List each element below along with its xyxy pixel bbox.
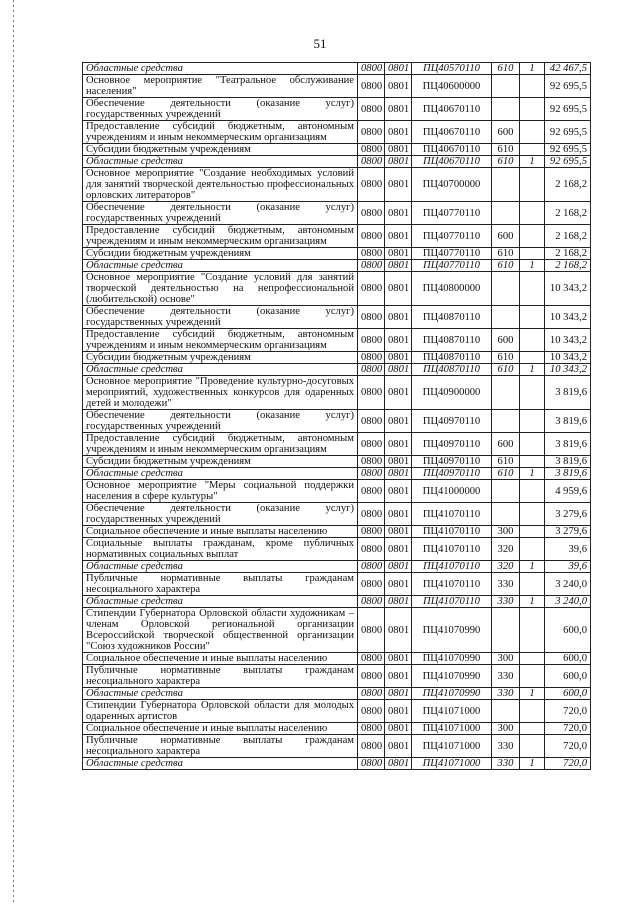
row-name: Областные средства [83,156,358,168]
table-row-regional-funds [83,156,591,168]
subsection-code: 0801 [385,306,412,329]
subsection-code: 0801 [385,202,412,225]
section-code: 0800 [358,503,385,526]
funding-source-code: 1 [520,596,545,608]
section-code: 0800 [358,456,385,468]
target-article-code: ПЦ40870110 [412,352,492,364]
target-article-code: ПЦ41070110 [412,596,492,608]
table-row [83,98,591,121]
target-article-code: ПЦ41071000 [412,700,492,723]
row-name: Публичные нормативные выплаты гражданам несоциального характера [83,665,358,688]
table-row [83,248,591,260]
target-article-code: ПЦ41070990 [412,688,492,700]
row-name: Предоставление субсидий бюджетным, автономным учреждениям и иным некоммерческим организациям [83,225,358,248]
expense-type-code [492,480,520,503]
amount: 2 168,2 [545,260,591,272]
expense-type-code: 600 [492,121,520,144]
subsection-code: 0801 [385,480,412,503]
section-code: 0800 [358,156,385,168]
funding-source-code [520,735,545,758]
target-article-code: ПЦ41070110 [412,573,492,596]
row-name: Основное мероприятие "Театральное обслуживание населения" [83,75,358,98]
subsection-code: 0801 [385,63,412,75]
funding-source-code [520,248,545,260]
amount: 3 819,6 [545,376,591,410]
expense-type-code: 600 [492,329,520,352]
row-name: Основное мероприятие "Создание необходимых условий для занятий творческой деятельностью профессиональных орловских литераторов" [83,168,358,202]
expense-type-code: 330 [492,758,520,770]
target-article-code: ПЦ40700000 [412,168,492,202]
section-code: 0800 [358,144,385,156]
expense-type-code: 610 [492,248,520,260]
row-name: Обеспечение деятельности (оказание услуг) государственных учреждений [83,306,358,329]
amount: 92 695,5 [545,75,591,98]
amount: 92 695,5 [545,98,591,121]
expense-type-code: 610 [492,364,520,376]
table-row [83,480,591,503]
subsection-code: 0801 [385,723,412,735]
amount: 3 240,0 [545,596,591,608]
expense-type-code: 610 [492,156,520,168]
table-row [83,665,591,688]
target-article-code: ПЦ40970110 [412,410,492,433]
target-article-code: ПЦ40870110 [412,306,492,329]
table-row [83,456,591,468]
expense-type-code: 330 [492,665,520,688]
subsection-code: 0801 [385,156,412,168]
table-row [83,144,591,156]
subsection-code: 0801 [385,329,412,352]
table-row [83,735,591,758]
amount: 92 695,5 [545,121,591,144]
target-article-code: ПЦ40770110 [412,202,492,225]
funding-source-code [520,272,545,306]
row-name: Обеспечение деятельности (оказание услуг) государственных учреждений [83,202,358,225]
table-row [83,272,591,306]
budget-table [82,62,591,770]
section-code: 0800 [358,260,385,272]
expense-type-code: 300 [492,653,520,665]
target-article-code: ПЦ40570110 [412,63,492,75]
table-row-regional-funds [83,758,591,770]
table-row-regional-funds [83,561,591,573]
funding-source-code: 1 [520,156,545,168]
table-row [83,225,591,248]
funding-source-code [520,700,545,723]
target-article-code: ПЦ41070990 [412,665,492,688]
target-article-code: ПЦ40670110 [412,98,492,121]
row-name: Областные средства [83,63,358,75]
table-row-regional-funds [83,63,591,75]
expense-type-code: 610 [492,468,520,480]
row-name: Обеспечение деятельности (оказание услуг) государственных учреждений [83,503,358,526]
table-row [83,352,591,364]
amount: 2 168,2 [545,202,591,225]
funding-source-code [520,573,545,596]
funding-source-code [520,306,545,329]
table-row-regional-funds [83,260,591,272]
amount: 10 343,2 [545,306,591,329]
row-name: Предоставление субсидий бюджетным, автономным учреждениям и иным некоммерческим организациям [83,329,358,352]
subsection-code: 0801 [385,456,412,468]
funding-source-code [520,538,545,561]
amount: 720,0 [545,723,591,735]
subsection-code: 0801 [385,700,412,723]
row-name: Стипендии Губернатора Орловской области художникам – членам Орловской региональной организации Всероссийской творческой общественной организации "Союз художников России" [83,608,358,653]
funding-source-code [520,98,545,121]
table-row [83,306,591,329]
subsection-code: 0801 [385,364,412,376]
subsection-code: 0801 [385,168,412,202]
expense-type-code [492,306,520,329]
table-row [83,700,591,723]
section-code: 0800 [358,480,385,503]
expense-type-code: 600 [492,225,520,248]
target-article-code: ПЦ40770110 [412,260,492,272]
expense-type-code: 610 [492,144,520,156]
funding-source-code [520,352,545,364]
page-number: 51 [313,36,327,51]
subsection-code: 0801 [385,376,412,410]
table-row [83,329,591,352]
row-name: Областные средства [83,596,358,608]
subsection-code: 0801 [385,503,412,526]
table-row [83,202,591,225]
row-name: Стипендии Губернатора Орловской области для молодых одаренных артистов [83,700,358,723]
target-article-code: ПЦ40870110 [412,364,492,376]
funding-source-code [520,653,545,665]
subsection-code: 0801 [385,596,412,608]
funding-source-code [520,608,545,653]
binding-edge-rule [13,0,14,905]
expense-type-code: 610 [492,456,520,468]
amount: 3 819,6 [545,410,591,433]
target-article-code: ПЦ40970110 [412,468,492,480]
expense-type-code [492,202,520,225]
amount: 39,6 [545,561,591,573]
target-article-code: ПЦ41070110 [412,526,492,538]
row-name: Публичные нормативные выплаты гражданам несоциального характера [83,573,358,596]
expense-type-code: 300 [492,723,520,735]
table-row [83,526,591,538]
section-code: 0800 [358,272,385,306]
subsection-code: 0801 [385,526,412,538]
expense-type-code: 610 [492,63,520,75]
amount: 3 819,6 [545,456,591,468]
funding-source-code: 1 [520,561,545,573]
amount: 10 343,2 [545,352,591,364]
amount: 720,0 [545,700,591,723]
funding-source-code [520,526,545,538]
amount: 10 343,2 [545,329,591,352]
funding-source-code [520,723,545,735]
row-name: Областные средства [83,561,358,573]
expense-type-code: 320 [492,561,520,573]
row-name: Обеспечение деятельности (оказание услуг) государственных учреждений [83,98,358,121]
expense-type-code [492,272,520,306]
target-article-code: ПЦ41071000 [412,723,492,735]
subsection-code: 0801 [385,561,412,573]
funding-source-code: 1 [520,364,545,376]
subsection-code: 0801 [385,260,412,272]
expense-type-code [492,503,520,526]
amount: 42 467,5 [545,63,591,75]
funding-source-code: 1 [520,63,545,75]
subsection-code: 0801 [385,665,412,688]
table-row-regional-funds [83,596,591,608]
funding-source-code [520,168,545,202]
row-name: Социальное обеспечение и иные выплаты населению [83,653,358,665]
table-row [83,723,591,735]
target-article-code: ПЦ40600000 [412,75,492,98]
expense-type-code: 300 [492,526,520,538]
expense-type-code [492,700,520,723]
target-article-code: ПЦ40970110 [412,433,492,456]
table-row [83,75,591,98]
target-article-code: ПЦ40970110 [412,456,492,468]
section-code: 0800 [358,121,385,144]
target-article-code: ПЦ41070110 [412,503,492,526]
row-name: Социальное обеспечение и иные выплаты населению [83,526,358,538]
expense-type-code [492,608,520,653]
table-row [83,168,591,202]
section-code: 0800 [358,225,385,248]
target-article-code: ПЦ41070990 [412,608,492,653]
table-row [83,503,591,526]
row-name: Предоставление субсидий бюджетным, автономным учреждениям и иным некоммерческим организациям [83,433,358,456]
table-row [83,121,591,144]
amount: 600,0 [545,688,591,700]
row-name: Субсидии бюджетным учреждениям [83,144,358,156]
section-code: 0800 [358,364,385,376]
section-code: 0800 [358,202,385,225]
subsection-code: 0801 [385,653,412,665]
expense-type-code [492,376,520,410]
target-article-code: ПЦ40670110 [412,121,492,144]
expense-type-code: 330 [492,735,520,758]
subsection-code: 0801 [385,248,412,260]
subsection-code: 0801 [385,121,412,144]
section-code: 0800 [358,433,385,456]
subsection-code: 0801 [385,468,412,480]
row-name: Основное мероприятие "Проведение культурно-досуговых мероприятий, художественных конкурсов для одаренных детей и молодежи" [83,376,358,410]
subsection-code: 0801 [385,144,412,156]
subsection-code: 0801 [385,433,412,456]
funding-source-code [520,144,545,156]
subsection-code: 0801 [385,98,412,121]
section-code: 0800 [358,468,385,480]
section-code: 0800 [358,608,385,653]
section-code: 0800 [358,700,385,723]
target-article-code: ПЦ40870110 [412,329,492,352]
section-code: 0800 [358,329,385,352]
subsection-code: 0801 [385,758,412,770]
amount: 600,0 [545,665,591,688]
funding-source-code [520,121,545,144]
funding-source-code [520,329,545,352]
section-code: 0800 [358,248,385,260]
target-article-code: ПЦ41070110 [412,561,492,573]
section-code: 0800 [358,63,385,75]
funding-source-code [520,202,545,225]
section-code: 0800 [358,573,385,596]
amount: 4 959,6 [545,480,591,503]
subsection-code: 0801 [385,272,412,306]
funding-source-code: 1 [520,688,545,700]
row-name: Обеспечение деятельности (оказание услуг) государственных учреждений [83,410,358,433]
section-code: 0800 [358,168,385,202]
amount: 720,0 [545,758,591,770]
section-code: 0800 [358,688,385,700]
table-row [83,573,591,596]
expense-type-code [492,75,520,98]
amount: 3 279,6 [545,503,591,526]
section-code: 0800 [358,526,385,538]
expense-type-code [492,98,520,121]
target-article-code: ПЦ40670110 [412,144,492,156]
funding-source-code: 1 [520,758,545,770]
funding-source-code [520,376,545,410]
funding-source-code [520,456,545,468]
section-code: 0800 [358,723,385,735]
expense-type-code: 600 [492,433,520,456]
table-row-regional-funds [83,468,591,480]
section-code: 0800 [358,653,385,665]
expense-type-code: 610 [492,352,520,364]
section-code: 0800 [358,75,385,98]
section-code: 0800 [358,665,385,688]
expense-type-code: 320 [492,538,520,561]
target-article-code: ПЦ40800000 [412,272,492,306]
target-article-code: ПЦ41071000 [412,758,492,770]
amount: 39,6 [545,538,591,561]
table-row-regional-funds [83,364,591,376]
expense-type-code [492,410,520,433]
funding-source-code [520,665,545,688]
subsection-code: 0801 [385,573,412,596]
subsection-code: 0801 [385,688,412,700]
table-row [83,538,591,561]
expense-type-code: 330 [492,596,520,608]
amount: 3 279,6 [545,526,591,538]
section-code: 0800 [358,306,385,329]
target-article-code: ПЦ41070990 [412,653,492,665]
table-row [83,433,591,456]
amount: 10 343,2 [545,272,591,306]
section-code: 0800 [358,352,385,364]
row-name: Областные средства [83,260,358,272]
amount: 2 168,2 [545,225,591,248]
amount: 2 168,2 [545,168,591,202]
row-name: Основное мероприятие "Меры социальной поддержки населения в сфере культуры" [83,480,358,503]
table-row-regional-funds [83,688,591,700]
subsection-code: 0801 [385,410,412,433]
table-row [83,653,591,665]
section-code: 0800 [358,758,385,770]
row-name: Основное мероприятие "Создание условий для занятий творческой деятельностью на непрофессиональной (любительской) основе" [83,272,358,306]
amount: 600,0 [545,608,591,653]
expense-type-code [492,168,520,202]
row-name: Публичные нормативные выплаты гражданам несоциального характера [83,735,358,758]
section-code: 0800 [358,98,385,121]
section-code: 0800 [358,561,385,573]
subsection-code: 0801 [385,225,412,248]
amount: 720,0 [545,735,591,758]
section-code: 0800 [358,596,385,608]
row-name: Субсидии бюджетным учреждениям [83,352,358,364]
amount: 3 819,6 [545,433,591,456]
table-row [83,376,591,410]
funding-source-code: 1 [520,468,545,480]
funding-source-code [520,225,545,248]
target-article-code: ПЦ41071000 [412,735,492,758]
amount: 600,0 [545,653,591,665]
row-name: Субсидии бюджетным учреждениям [83,456,358,468]
funding-source-code [520,433,545,456]
funding-source-code [520,410,545,433]
row-name: Субсидии бюджетным учреждениям [83,248,358,260]
section-code: 0800 [358,538,385,561]
subsection-code: 0801 [385,608,412,653]
funding-source-code [520,503,545,526]
target-article-code: ПЦ40900000 [412,376,492,410]
row-name: Социальные выплаты гражданам, кроме публичных нормативных социальных выплат [83,538,358,561]
amount: 92 695,5 [545,156,591,168]
table-row [83,410,591,433]
funding-source-code [520,480,545,503]
budget-table-body [83,63,591,770]
amount: 2 168,2 [545,248,591,260]
expense-type-code: 330 [492,573,520,596]
subsection-code: 0801 [385,735,412,758]
subsection-code: 0801 [385,75,412,98]
row-name: Предоставление субсидий бюджетным, автономным учреждениям и иным некоммерческим организациям [83,121,358,144]
row-name: Областные средства [83,364,358,376]
amount: 3 240,0 [545,573,591,596]
row-name: Областные средства [83,688,358,700]
subsection-code: 0801 [385,352,412,364]
row-name: Областные средства [83,758,358,770]
section-code: 0800 [358,735,385,758]
target-article-code: ПЦ41000000 [412,480,492,503]
table-row [83,608,591,653]
funding-source-code [520,75,545,98]
amount: 10 343,2 [545,364,591,376]
subsection-code: 0801 [385,538,412,561]
target-article-code: ПЦ40770110 [412,225,492,248]
amount: 3 819,6 [545,468,591,480]
funding-source-code: 1 [520,260,545,272]
expense-type-code: 330 [492,688,520,700]
amount: 92 695,5 [545,144,591,156]
target-article-code: ПЦ41070110 [412,538,492,561]
target-article-code: ПЦ40770110 [412,248,492,260]
row-name: Областные средства [83,468,358,480]
target-article-code: ПЦ40670110 [412,156,492,168]
expense-type-code: 610 [492,260,520,272]
section-code: 0800 [358,410,385,433]
section-code: 0800 [358,376,385,410]
row-name: Социальное обеспечение и иные выплаты населению [83,723,358,735]
